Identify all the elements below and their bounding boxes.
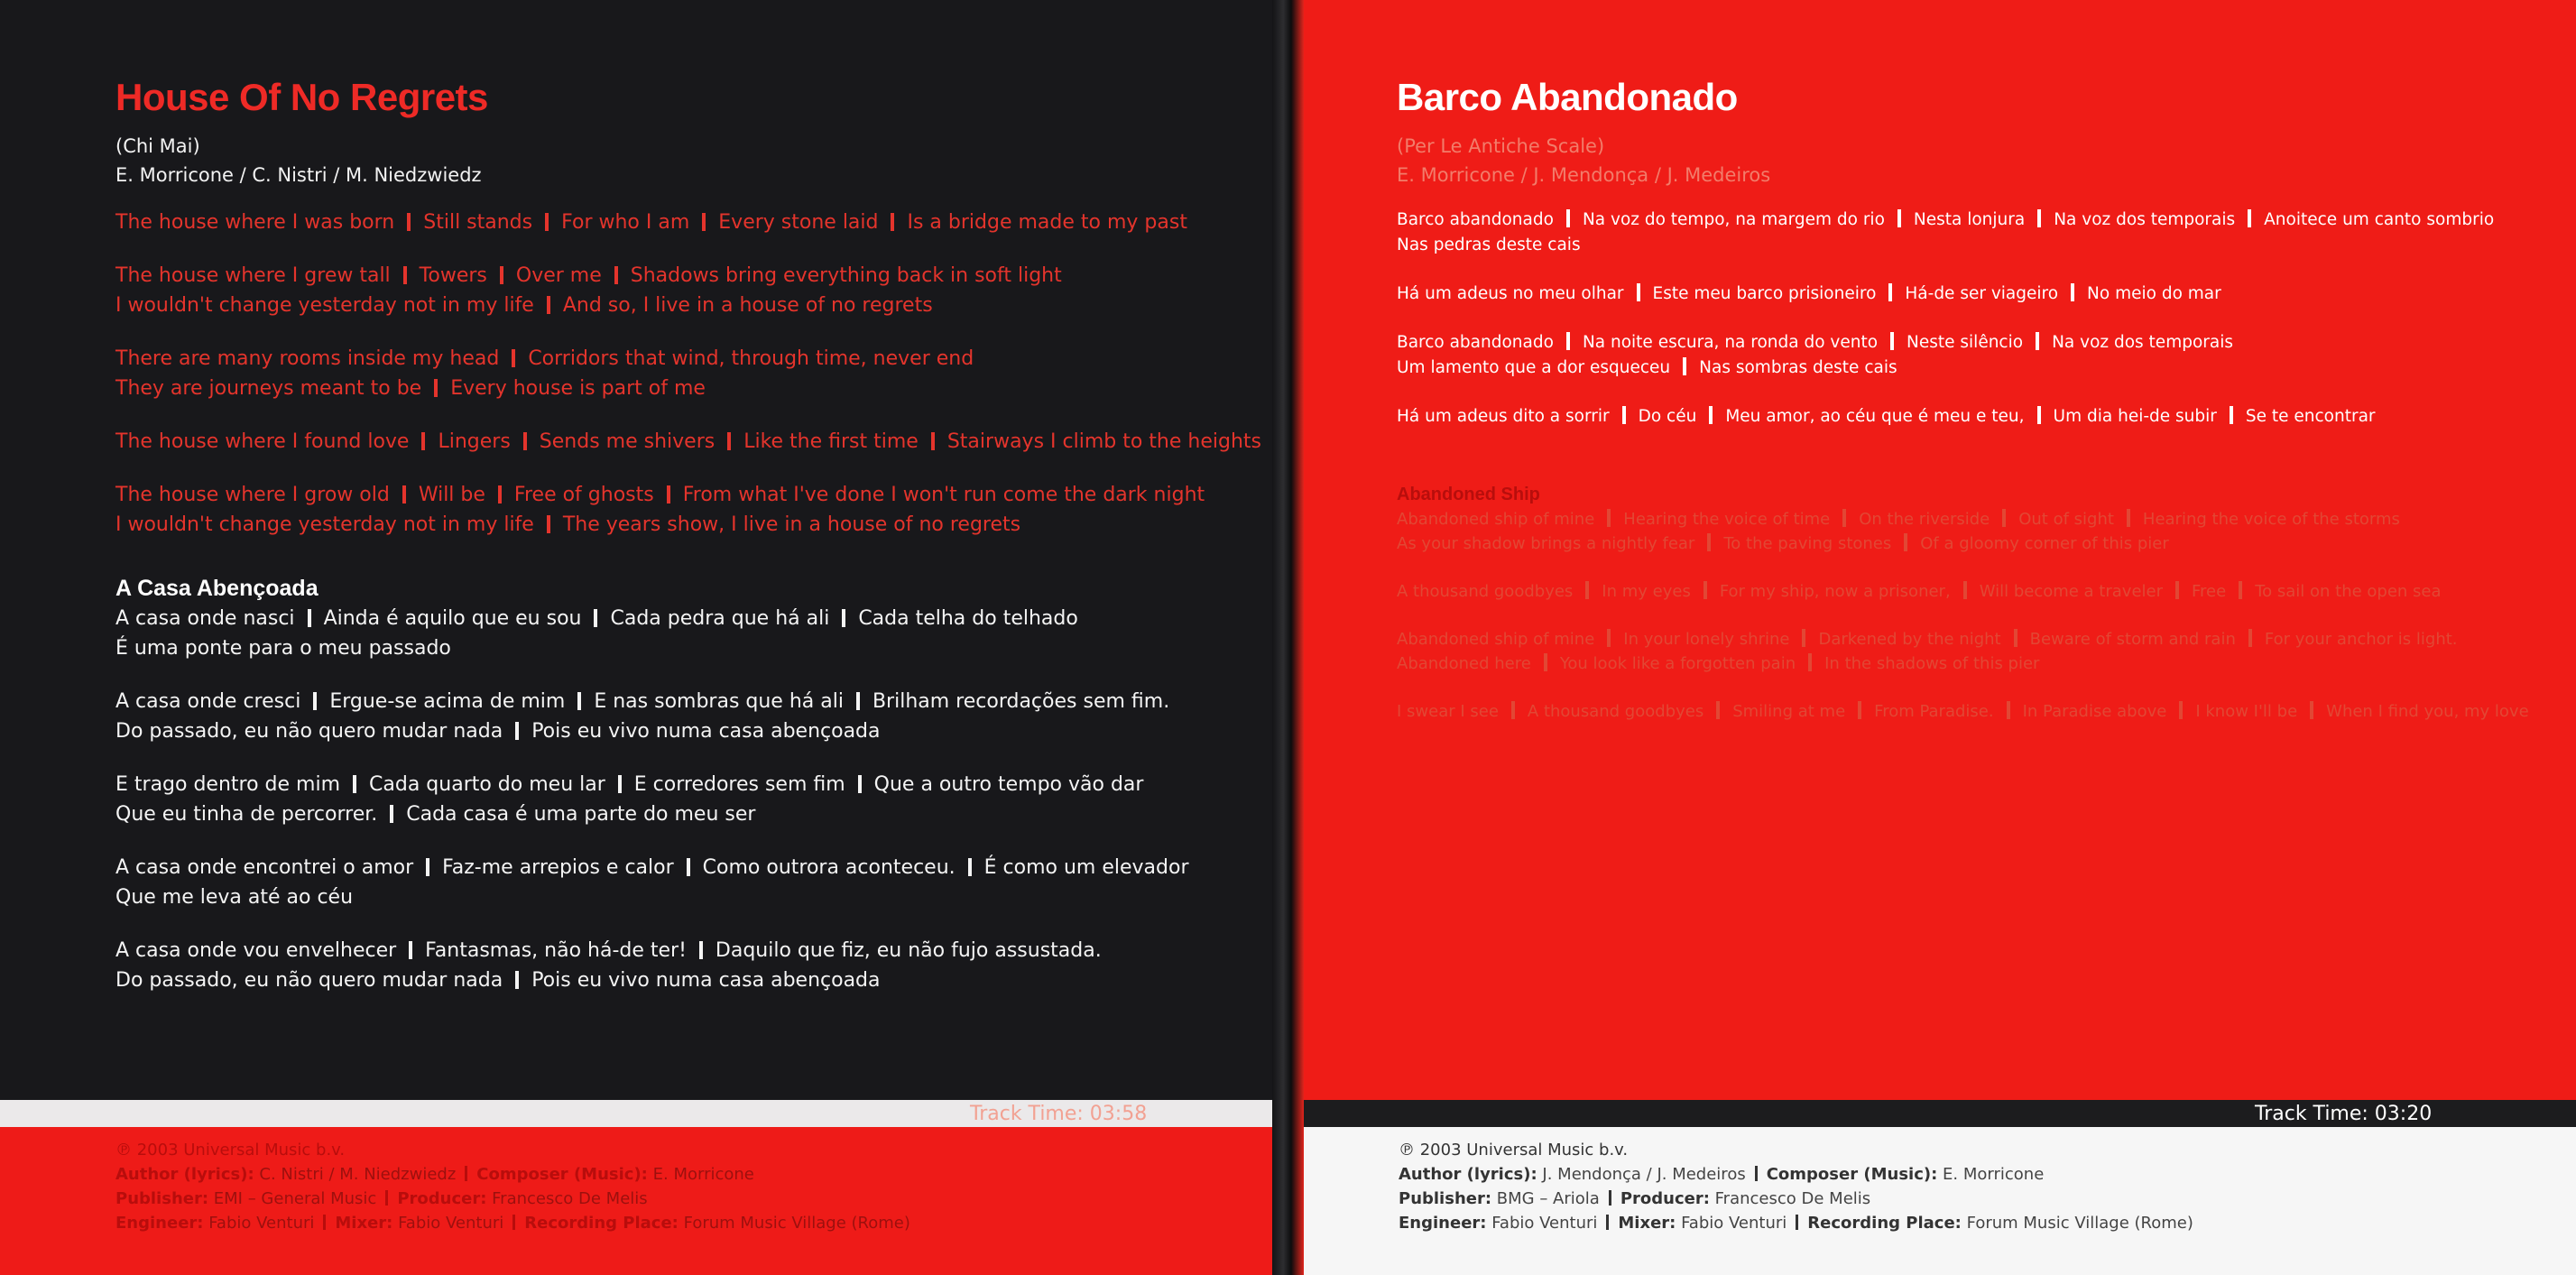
separator — [1609, 1190, 1611, 1206]
credits-area — [0, 1127, 1288, 1275]
lyrics-phrase: E nas sombras que há ali — [594, 690, 844, 713]
author-label: Author (lyrics): — [115, 1165, 254, 1184]
credits — [1399, 1138, 2193, 1235]
credits-line-publisher — [115, 1187, 910, 1211]
lyrics-phrase: Que eu tinha de percorrer. — [115, 803, 378, 826]
lyrics-line — [1397, 507, 2525, 531]
phrase-separator — [1637, 283, 1640, 301]
lyrics-phrase: A casa onde encontrei o amor — [115, 856, 414, 879]
lyrics-phrase: É como um elevador — [983, 856, 1189, 879]
phrase-separator — [856, 692, 860, 710]
lyrics-phrase: E trago dentro de mim — [115, 773, 341, 796]
lyrics-phrase: Brilham recordações sem fim. — [872, 690, 1170, 713]
lyrics-phrase: From what I've done I won't run come the dark night — [682, 484, 1205, 506]
phrase-separator — [512, 349, 515, 367]
separator — [385, 1190, 388, 1206]
lyrics-line — [115, 208, 1225, 237]
composer-label: Composer (Music): — [476, 1165, 648, 1184]
phrase-separator — [1607, 629, 1611, 647]
lyrics-phrase: Of a gloomy corner of this pier — [1920, 534, 2169, 553]
lyrics-line — [1397, 208, 2525, 233]
phrase-separator — [1703, 581, 1707, 599]
phrase-separator — [594, 609, 597, 627]
lyrics-phrase: When I find you, my love — [2326, 702, 2529, 721]
phrase-separator — [523, 432, 527, 450]
phrase-separator — [1858, 701, 1861, 719]
song-title: House Of No Regrets — [115, 76, 488, 118]
recording-label: Recording Place: — [524, 1214, 679, 1233]
composer-label: Composer (Music): — [1766, 1165, 1938, 1184]
lyrics-phrase: Abandoned ship of mine — [1397, 510, 1595, 529]
lyrics-phrase: A casa onde cresci — [115, 690, 301, 713]
lyrics-phrase: And so, I live in a house of no regrets — [562, 294, 933, 317]
lyrics-phrase: Abandoned ship of mine — [1397, 630, 1595, 649]
producer-label: Producer: — [1620, 1189, 1710, 1208]
author-label: Author (lyrics): — [1399, 1165, 1537, 1184]
lyrics-line — [115, 604, 1225, 633]
lyrics-phrase: Se te encontrar — [2245, 407, 2376, 426]
lyrics-phrase: For my ship, now a prisoner, — [1719, 582, 1951, 601]
lyrics-phrase: Every stone laid — [718, 211, 879, 234]
lyrics-line — [115, 853, 1225, 882]
phrase-separator — [1888, 283, 1892, 301]
lyrics-phrase: From Paradise. — [1874, 702, 1994, 721]
engineer-value: Fabio Venturi — [208, 1214, 315, 1233]
lyrics-phrase: For your anchor is light. — [2264, 630, 2458, 649]
phrase-separator — [968, 858, 972, 876]
credits-line-engineer — [1399, 1211, 2193, 1235]
phrase-separator — [547, 515, 550, 533]
phrase-separator — [409, 941, 412, 959]
phrase-separator — [2037, 406, 2041, 424]
phrase-separator — [2179, 701, 2183, 719]
credits-line-author — [115, 1162, 910, 1187]
lyrics-phrase: In the shadows of this pier — [1824, 654, 2040, 673]
lyrics-phrase: The years show, I live in a house of no regrets — [562, 513, 1021, 536]
lyrics-phrase: No meio do mar — [2087, 284, 2221, 303]
song-authors: E. Morricone / J. Mendonça / J. Medeiros — [1397, 164, 1771, 186]
recording-value: Forum Music Village (Rome) — [1966, 1214, 2193, 1233]
phrase-separator — [1904, 533, 1907, 551]
lyrics-phrase: A thousand goodbyes — [1527, 702, 1704, 721]
mixer-value: Fabio Venturi — [1681, 1214, 1787, 1233]
lyrics-phrase: A casa onde vou envelhecer — [115, 939, 397, 962]
song-title: Barco Abandonado — [1397, 76, 1738, 118]
phrase-separator — [353, 775, 356, 793]
phrase-separator — [1716, 701, 1720, 719]
lyrics-line — [115, 261, 1225, 291]
phrase-separator — [702, 213, 706, 231]
lyrics-phrase: Ergue-se acima de mim — [329, 690, 566, 713]
composer-value: E. Morricone — [652, 1165, 754, 1184]
lyrics-phrase: Há um adeus dito a sorrir — [1397, 407, 1610, 426]
lyrics-line — [1397, 531, 2525, 556]
phrase-separator — [2014, 629, 2017, 647]
lyrics-phrase: Meu amor, ao céu que é meu e teu, — [1725, 407, 2025, 426]
translation-title: Abandoned Ship — [1397, 485, 1540, 504]
engineer-label: Engineer: — [1399, 1214, 1487, 1233]
publisher-label: Publisher: — [115, 1189, 209, 1208]
lyrics-stanza — [1397, 330, 2525, 381]
lyrics-phrase: E corredores sem fim — [633, 773, 845, 796]
lyrics-line — [115, 633, 1225, 663]
phrase-separator — [434, 379, 438, 397]
phrase-separator — [1802, 629, 1805, 647]
lyrics-stanza — [115, 344, 1225, 403]
phrase-separator — [2071, 283, 2074, 301]
phrase-separator — [2239, 581, 2242, 599]
phrase-separator — [498, 485, 502, 504]
phrase-separator — [931, 432, 935, 450]
lyrics-phrase: Neste silêncio — [1907, 333, 2024, 352]
lyrics-phrase: Faz-me arrepios e calor — [442, 856, 674, 879]
translation-title: A Casa Abençoada — [115, 576, 319, 601]
copyright: ℗ 2003 Universal Music b.v. — [115, 1141, 346, 1160]
lyrics-line — [115, 936, 1225, 965]
lyrics-phrase: Is a bridge made to my past — [907, 211, 1187, 234]
lyrics-phrase: Cada telha do telhado — [858, 607, 1078, 630]
lyrics-stanza — [1397, 579, 2525, 604]
lyrics-phrase: Nesta lonjura — [1913, 210, 2026, 229]
lyrics-phrase: Free — [2192, 582, 2227, 601]
lyrics-line — [1397, 579, 2525, 604]
lyrics-line — [115, 882, 1225, 912]
song-subtitle: (Per Le Antiche Scale) — [1397, 135, 1605, 157]
lyrics-line — [115, 427, 1261, 457]
lyrics-phrase: As your shadow brings a nightly fear — [1397, 534, 1695, 553]
phrase-separator — [1683, 357, 1686, 375]
lyrics-phrase: The house where I was born — [115, 211, 395, 234]
lyrics-phrase: Hearing the voice of time — [1623, 510, 1831, 529]
engineer-label: Engineer: — [115, 1214, 204, 1233]
publisher-value: EMI – General Music — [213, 1189, 377, 1208]
phrase-separator — [1842, 509, 1846, 527]
lyrics-phrase: A casa onde nasci — [115, 607, 295, 630]
phrase-separator — [2036, 332, 2039, 350]
portuguese-lyrics — [115, 604, 1225, 995]
phrase-separator — [1707, 533, 1711, 551]
phrase-separator — [1585, 581, 1589, 599]
publisher-label: Publisher: — [1399, 1189, 1492, 1208]
lyrics-phrase: Como outrora aconteceu. — [702, 856, 956, 879]
lyrics-phrase: Still stands — [423, 211, 533, 234]
phrase-separator — [407, 213, 411, 231]
phrase-separator — [1808, 653, 1812, 671]
lyrics-phrase: Cada casa é uma parte do meu ser — [406, 803, 756, 826]
english-lyrics — [1397, 507, 2529, 724]
phrase-separator — [547, 296, 550, 314]
lyrics-line — [1397, 282, 2525, 307]
lyrics-phrase: Pois eu vivo numa casa abençoada — [531, 969, 881, 992]
publisher-value: BMG – Ariola — [1496, 1189, 1600, 1208]
lyrics-phrase: To the paving stones — [1723, 534, 1892, 553]
lyrics-line — [115, 480, 1225, 510]
lyrics-phrase: In my eyes — [1602, 582, 1691, 601]
separator — [465, 1166, 467, 1181]
lyrics-stanza — [115, 853, 1225, 912]
lyrics-line — [115, 291, 1225, 320]
lyrics-phrase: Há-de ser viageiro — [1905, 284, 2059, 303]
phrase-separator — [1511, 701, 1515, 719]
lyrics-phrase: Do céu — [1638, 407, 1697, 426]
phrase-separator — [2248, 209, 2251, 227]
phrase-separator — [500, 266, 503, 284]
producer-value: Francesco De Melis — [492, 1189, 648, 1208]
lyrics-phrase: Na voz dos temporais — [2052, 333, 2233, 352]
separator — [323, 1215, 326, 1230]
phrase-separator — [2002, 509, 2006, 527]
song-subtitle: (Chi Mai) — [115, 135, 200, 157]
credits-line-engineer — [115, 1211, 910, 1235]
lyrics-phrase: Cada pedra que há ali — [610, 607, 830, 630]
lyrics-phrase: You look like a forgotten pain — [1559, 654, 1796, 673]
lyrics-phrase: In your lonely shrine — [1623, 630, 1790, 649]
lyrics-line — [1397, 699, 2529, 724]
lyrics-phrase: To sail on the open sea — [2255, 582, 2442, 601]
phrase-separator — [2037, 209, 2041, 227]
lyrics-phrase: They are journeys meant to be — [115, 377, 422, 400]
lyrics-phrase: Towers — [419, 264, 487, 287]
phrase-separator — [426, 858, 429, 876]
phrase-separator — [2310, 701, 2313, 719]
lyrics-stanza — [1397, 404, 2525, 430]
lyrics-phrase: Every house is part of me — [450, 377, 706, 400]
lyrics-phrase: In Paradise above — [2022, 702, 2167, 721]
lyrics-phrase: Like the first time — [743, 430, 919, 453]
lyrics-phrase: The house where I found love — [115, 430, 410, 453]
lyrics-phrase: Stairways I climb to the heights — [946, 430, 1261, 453]
lyrics-phrase: Que me leva até ao céu — [115, 886, 354, 909]
lyrics-phrase: Na voz do tempo, na margem do rio — [1582, 210, 1885, 229]
lyrics-stanza — [115, 687, 1225, 746]
phrase-separator — [1890, 332, 1894, 350]
lyrics-phrase: Nas pedras deste cais — [1397, 236, 1581, 254]
lyrics-stanza — [115, 208, 1225, 237]
lyrics-phrase: A thousand goodbyes — [1397, 582, 1574, 601]
lyrics-phrase: Corridors that wind, through time, never end — [528, 347, 974, 370]
lyrics-phrase: Pois eu vivo numa casa abençoada — [531, 720, 881, 743]
lyrics-stanza — [1397, 282, 2525, 307]
lyrics-phrase: Nas sombras deste cais — [1699, 358, 1897, 377]
lyrics-line — [115, 799, 1225, 829]
phrase-separator — [515, 722, 519, 740]
left-page-content — [115, 76, 1261, 995]
lyrics-stanza — [1397, 699, 2529, 724]
phrase-separator — [699, 941, 703, 959]
lyrics-phrase: Lingers — [438, 430, 511, 453]
phrase-separator — [1709, 406, 1713, 424]
lyrics-phrase: I wouldn't change yesterday not in my life — [115, 294, 534, 317]
phrase-separator — [2007, 701, 2010, 719]
phrase-separator — [858, 775, 862, 793]
producer-value: Francesco De Melis — [1714, 1189, 1871, 1208]
lyrics-line — [1397, 627, 2525, 651]
lyrics-phrase: Barco abandonado — [1397, 333, 1554, 352]
lyrics-line — [1397, 404, 2525, 430]
lyrics-phrase: É uma ponte para o meu passado — [115, 637, 451, 660]
credits-area — [1288, 1127, 2576, 1275]
lyrics-line — [115, 344, 1225, 374]
lyrics-line — [115, 716, 1225, 746]
producer-label: Producer: — [397, 1189, 487, 1208]
copyright: ℗ 2003 Universal Music b.v. — [1399, 1141, 1629, 1160]
separator — [1606, 1215, 1609, 1230]
lyrics-stanza — [115, 427, 1261, 457]
lyrics-phrase: Fantasmas, não há-de ter! — [425, 939, 687, 962]
song-meta — [1397, 132, 2525, 189]
lyrics-phrase: Beware of storm and rain — [2029, 630, 2236, 649]
phrase-separator — [1566, 209, 1570, 227]
recording-label: Recording Place: — [1807, 1214, 1962, 1233]
lyrics-stanza — [1397, 507, 2525, 556]
phrase-separator — [614, 266, 618, 284]
lyrics-phrase: Que a outro tempo vão dar — [873, 773, 1144, 796]
right-booklet-page — [1288, 0, 2576, 1275]
lyrics-line — [115, 687, 1225, 716]
mixer-label: Mixer: — [1618, 1214, 1676, 1233]
lyrics-line — [1397, 233, 2525, 258]
lyrics-stanza — [1397, 208, 2525, 258]
phrase-separator — [403, 266, 407, 284]
phrase-separator — [2175, 581, 2179, 599]
phrase-separator — [1566, 332, 1570, 350]
lyrics-phrase: Ainda é aquilo que eu sou — [323, 607, 582, 630]
lyrics-line — [115, 770, 1225, 799]
lyrics-phrase: Este meu barco prisioneiro — [1652, 284, 1877, 303]
phrase-separator — [308, 609, 311, 627]
lyrics-phrase: Barco abandonado — [1397, 210, 1554, 229]
lyrics-phrase: Free of ghosts — [513, 484, 654, 506]
lyrics-stanza — [1397, 627, 2525, 676]
lyrics-phrase: Hearing the voice of the storms — [2142, 510, 2400, 529]
lyrics-line — [1397, 651, 2525, 676]
lyrics-line — [115, 510, 1225, 540]
song-authors: E. Morricone / C. Nistri / M. Niedzwiedz — [115, 164, 482, 186]
separator — [1796, 1215, 1798, 1230]
phrase-separator — [545, 213, 549, 231]
phrase-separator — [1544, 653, 1547, 671]
phrase-separator — [1897, 209, 1901, 227]
lyrics-phrase: Shadows bring everything back in soft light — [630, 264, 1062, 287]
track-time: Track Time: 03:20 — [2255, 1103, 2433, 1125]
lyrics-phrase: On the riverside — [1859, 510, 1990, 529]
author-value: J. Mendonça / J. Medeiros — [1542, 1165, 1746, 1184]
separator — [1755, 1166, 1758, 1181]
phrase-separator — [2230, 406, 2233, 424]
phrase-separator — [891, 213, 894, 231]
lyrics-phrase: Smiling at me — [1732, 702, 1846, 721]
credits-line-author — [1399, 1162, 2193, 1187]
english-lyrics — [115, 208, 1261, 540]
phrase-separator — [515, 971, 519, 989]
lyrics-phrase: Há um adeus no meu olhar — [1397, 284, 1624, 303]
lyrics-stanza — [115, 480, 1225, 540]
composer-value: E. Morricone — [1943, 1165, 2045, 1184]
phrase-separator — [1607, 509, 1611, 527]
author-value: C. Nistri / M. Niedzwiedz — [259, 1165, 457, 1184]
engineer-value: Fabio Venturi — [1491, 1214, 1598, 1233]
lyrics-phrase: Abandoned here — [1397, 654, 1531, 673]
separator — [512, 1215, 515, 1230]
lyrics-phrase: Sends me shivers — [539, 430, 716, 453]
recording-value: Forum Music Village (Rome) — [683, 1214, 910, 1233]
phrase-separator — [1963, 581, 1967, 599]
phrase-separator — [313, 692, 317, 710]
lyrics-stanza — [115, 770, 1225, 829]
mixer-value: Fabio Venturi — [398, 1214, 504, 1233]
lyrics-stanza — [115, 936, 1225, 995]
lyrics-phrase: Um dia hei-de subir — [2053, 407, 2217, 426]
lyrics-phrase: Do passado, eu não quero mudar nada — [115, 720, 503, 743]
lyrics-phrase: Um lamento que a dor esqueceu — [1397, 358, 1671, 377]
phrase-separator — [2248, 629, 2252, 647]
lyrics-phrase: I know I'll be — [2195, 702, 2298, 721]
lyrics-phrase: I swear I see — [1397, 702, 1499, 721]
credits — [115, 1138, 910, 1235]
lyrics-phrase: For who I am — [561, 211, 690, 234]
lyrics-phrase: Out of sight — [2018, 510, 2114, 529]
phrase-separator — [667, 485, 670, 504]
lyrics-phrase: Do passado, eu não quero mudar nada — [115, 969, 503, 992]
right-page-content — [1397, 76, 2529, 724]
track-time: Track Time: 03:58 — [970, 1103, 1148, 1125]
phrase-separator — [2127, 509, 2130, 527]
phrase-separator — [842, 609, 845, 627]
lyrics-line — [115, 374, 1225, 403]
lyrics-phrase: Will be — [418, 484, 485, 506]
lyrics-line — [1397, 330, 2525, 356]
phrase-separator — [1622, 406, 1626, 424]
lyrics-line — [115, 965, 1225, 995]
lyrics-phrase: The house where I grow old — [115, 484, 390, 506]
lyrics-phrase: I wouldn't change yesterday not in my life — [115, 513, 534, 536]
phrase-separator — [421, 432, 425, 450]
lyrics-phrase: Will become a traveler — [1979, 582, 2163, 601]
phrase-separator — [687, 858, 690, 876]
phrase-separator — [577, 692, 581, 710]
lyrics-phrase: Daquilo que fiz, eu não fujo assustada. — [715, 939, 1102, 962]
lyrics-line — [1397, 356, 2525, 381]
lyrics-phrase: Darkened by the night — [1818, 630, 2001, 649]
lyrics-phrase: The house where I grew tall — [115, 264, 391, 287]
lyrics-phrase: Anoitece um canto sombrio — [2264, 210, 2495, 229]
lyrics-phrase: Over me — [515, 264, 602, 287]
lyrics-phrase: Na noite escura, na ronda do vento — [1582, 333, 1879, 352]
song-meta — [115, 132, 1225, 189]
mixer-label: Mixer: — [335, 1214, 393, 1233]
phrase-separator — [390, 805, 393, 823]
lyrics-phrase: There are many rooms inside my head — [115, 347, 500, 370]
portuguese-lyrics — [1397, 208, 2525, 430]
lyrics-phrase: Cada quarto do meu lar — [369, 773, 605, 796]
phrase-separator — [727, 432, 731, 450]
lyrics-stanza — [115, 604, 1225, 663]
phrase-separator — [618, 775, 622, 793]
booklet-spine — [1272, 0, 1304, 1275]
lyrics-stanza — [115, 261, 1225, 320]
credits-line-publisher — [1399, 1187, 2193, 1211]
lyrics-phrase: Na voz dos temporais — [2054, 210, 2236, 229]
phrase-separator — [402, 485, 406, 504]
